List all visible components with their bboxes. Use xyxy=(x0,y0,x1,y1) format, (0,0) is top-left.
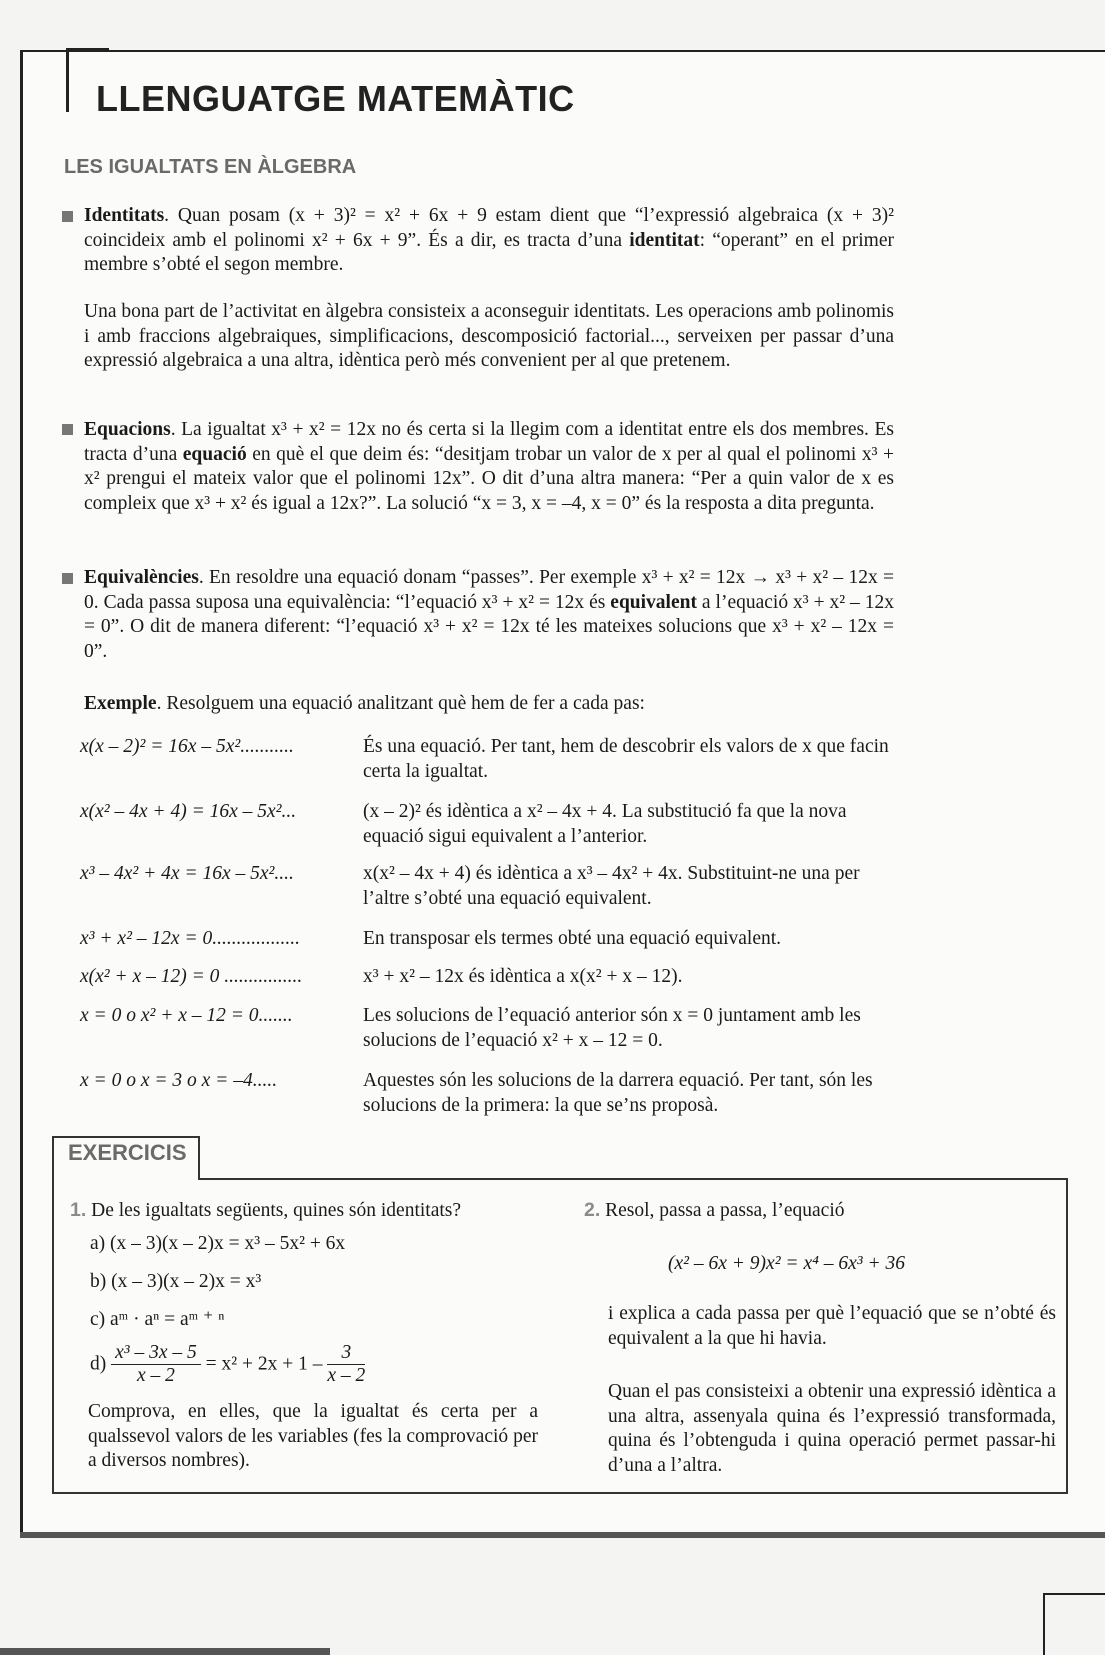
equivalencies-term: Equivalències xyxy=(84,567,199,588)
step-explanation: (x – 2)² és idèntica a x² – 4x + 4. La substitució fa que la nova equació sigui equivalent a l’anterior. xyxy=(363,801,847,847)
bullet-square xyxy=(62,211,73,222)
equacions-paragraph: Equacions. La igualtat x³ + x² = 12x no és certa si la llegim com a identitat entre els dos membres. Es tracta d’una equació en què el que deim és: “desitjam trobar un valor de x per al qual el polinomi x³ + x² prengui el mateix valor que el polinomi 12x”. O dit d’una altra manera: “Per a quin valor de x es compleix que x³ + x² és igual a 12x?”. La solució “x = 3, x = –4, x = 0” és la resposta a dita pregunta. xyxy=(84,419,895,514)
exercises-top-rule xyxy=(198,1178,1066,1180)
exercise-2-equation: (x² – 6x + 9)x² = x⁴ – 6x³ + 36 xyxy=(668,1253,906,1274)
step-equation: x = 0 o x² + x – 12 = 0....... xyxy=(80,1005,293,1026)
identitats-paragraph: Identitats. Quan posam (x + 3)² = x² + 6x + 9 estam dient que “l’expressió algebraica (x + 3)² coincideix amb el polinomi x² + 6x + 9”. És a dir, es tracta d’una identitat: “operant” en el primer membre s’obté el segon membre. xyxy=(84,205,894,275)
exercise-2-text1: i explica a cada passa per què l’equació que se n’obté és equivalent a la que hi havia. xyxy=(608,1303,1056,1349)
exercise-1-number: 1. xyxy=(70,1199,87,1221)
step-equation: x(x² + x – 12) = 0 ................ xyxy=(80,966,303,987)
exercise-2-number: 2. xyxy=(584,1199,601,1221)
identitat-bold: identitat xyxy=(629,229,700,251)
equacions-term: Equacions xyxy=(84,419,171,440)
exercise-1-closing: Comprova, en elles, que la igualtat és certa per a qualssevol valors de les variables (fes la comprovació per a diversos nombres). xyxy=(88,1401,538,1471)
exercise-1d: d) $\frac{\text{x³ – 3x – 5}}{x - 2}$ = x² + 2x + 1 – $\frac{3}{x - 2}$ xyxy=(90,1342,366,1386)
step-equation: x³ + x² – 12x = 0.................. xyxy=(80,928,300,949)
exercise-1c: c) aᵐ · aⁿ = aᵐ ⁺ ⁿ xyxy=(90,1309,225,1330)
page-corner-decoration xyxy=(1043,1593,1105,1655)
equivalent-bold: equivalent xyxy=(610,591,697,613)
bottom-rule xyxy=(0,1648,330,1655)
exercise-1a: a) (x – 3)(x – 2)x = x³ – 5x² + 6x xyxy=(90,1233,346,1254)
bullet-square xyxy=(62,573,73,584)
step-explanation: x(x² – 4x + 4) és idèntica a x³ – 4x² + 4x. Substituint-ne una per l’altre s’obté una equació equivalent. xyxy=(363,863,860,909)
exemple-intro: Exemple. Resolguem una equació analitzant què hem de fer a cada pas: xyxy=(84,693,645,714)
identitats-paragraph-2: Una bona part de l’activitat en àlgebra consisteix a aconseguir identitats. Les operacions amb polinomis i amb fraccions algebraiques, simplificacions, descomposició factorial..., serveixen per passar d’una expressió algebraica a una altra, idèntica però més convenient per al que pretenem. xyxy=(84,301,894,371)
step-equation: x³ – 4x² + 4x = 16x – 5x².... xyxy=(80,863,294,884)
exercises-label: EXERCICIS xyxy=(68,1140,187,1165)
step-explanation: En transposar els termes obté una equació equivalent. xyxy=(363,928,782,949)
step-explanation: x³ + x² – 12x és idèntica a x(x² + x – 12). xyxy=(363,966,683,987)
equacio-bold: equació xyxy=(182,443,247,465)
step-equation: x(x – 2)² = 16x – 5x²........... xyxy=(80,736,294,757)
equivalencies-paragraph: Equivalències. En resoldre una equació donam “passes”. Per exemple x³ + x² = 12x → x³ + x² – 12x = 0. Cada passa suposa una equivalència: “l’equació x³ + x² = 12x és equivalent a l’equació x³ + x² – 12x = 0”. O dit de manera diferent: “l’equació x³ + x² = 12x té les mateixes solucions que x³ + x² – 12x = 0”. xyxy=(84,567,894,662)
exemple-term: Exemple xyxy=(84,693,157,714)
step-explanation: És una equació. Per tant, hem de descobrir els valors de x que facin certa la igualtat. xyxy=(363,736,889,782)
step-equation: x = 0 o x = 3 o x = –4..... xyxy=(80,1070,278,1091)
step-explanation: Les solucions de l’equació anterior són x = 0 juntament amb les solucions de l’equació x² + x – 12 = 0. xyxy=(363,1005,861,1051)
page-title: LLENGUATGE MATEMÀTIC xyxy=(96,78,575,119)
exercise-2-text2: Quan el pas consisteixi a obtenir una expressió idèntica a una altra, assenyala quina és l’expressió transformada, quina és l’obtenguda i quina operació permet passar-hi d’una a l’altra. xyxy=(608,1381,1056,1476)
exercise-1-prompt: 1. De les igualtats següents, quines són identitats? xyxy=(70,1199,462,1221)
fraction-1: $\frac{\text{x³ – 3x – 5}}{x - 2}$ xyxy=(111,1342,201,1387)
identitats-term: Identitats xyxy=(84,205,165,226)
section-title: LES IGUALTATS EN ÀLGEBRA xyxy=(64,156,357,178)
bullet-square xyxy=(62,424,73,435)
exercise-2-prompt: 2. Resol, passa a passa, l’equació xyxy=(584,1199,845,1221)
fraction-2: $\frac{3}{x - 2}$ xyxy=(327,1342,366,1386)
step-equation: x(x² – 4x + 4) = 16x – 5x²... xyxy=(80,801,297,822)
step-explanation: Aquestes són les solucions de la darrera equació. Per tant, són les solucions de la primera: la que se’ns proposà. xyxy=(363,1070,873,1116)
exercise-1b: b) (x – 3)(x – 2)x = x³ xyxy=(90,1271,262,1292)
